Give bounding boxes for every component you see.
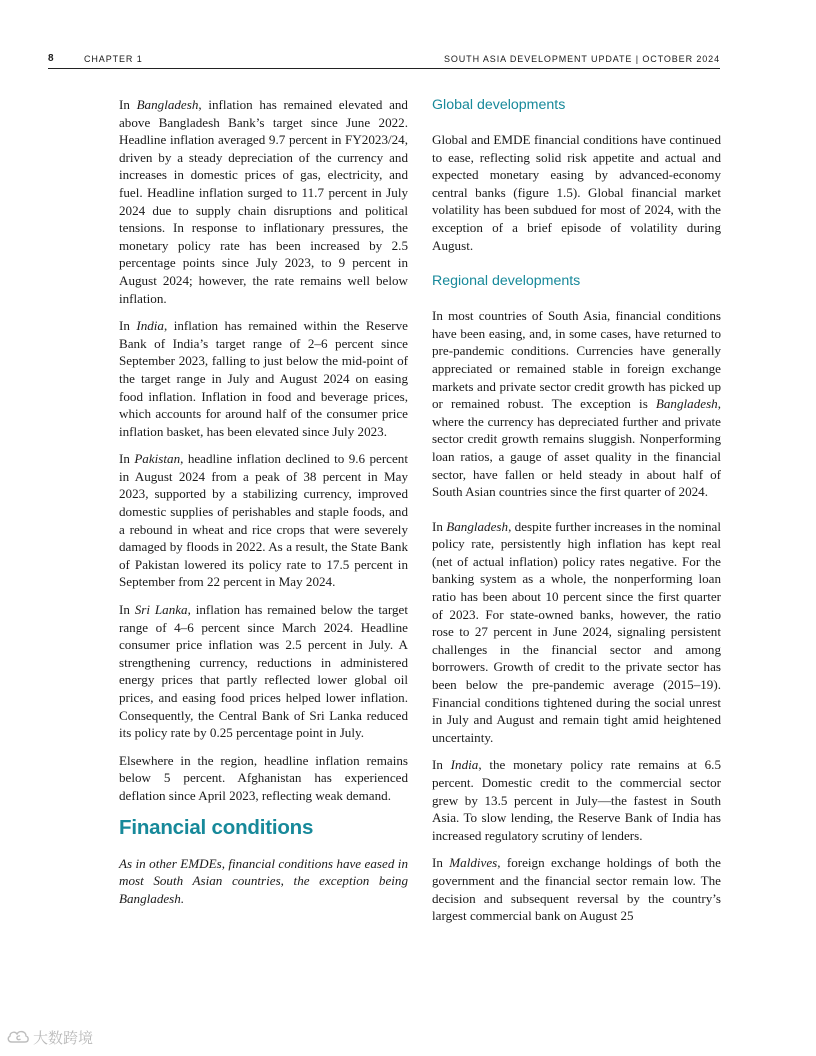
paragraph-maldives-financial: [432, 854, 721, 924]
left-column: [119, 96, 408, 917]
paragraph-text: , foreign exchange holdings of both the government and the financial sector remain low. The decision and subsequent reversal by the country’s largest commercial bank on August 25: [432, 855, 721, 924]
paragraph-text: , headline inflation declined to 9.6 percent in August 2024 from a peak of 38 percent in May 2023, supported by a stabilizing currency, improved domestic supplies of perishables and staple foods, and a rebound in wheat and rice crops that were severely damaged by floods in 2022. As a result, the State Bank of Pakistan lowered its policy rate to 17.5 percent in September from 22 percent in May 2024.: [119, 451, 408, 590]
paragraph-intro: In: [119, 318, 137, 334]
paragraph-sri-lanka-inflation: [119, 601, 408, 742]
paragraph-text: , the monetary policy rate remains at 6.5 percent. Domestic credit to the commercial sector grew by 13.5 percent in July—the fastest in South Asia. To slow lending, the Reserve Bank of India has increased regulatory scrutiny of lenders.: [432, 757, 721, 843]
paragraph-intro: In: [119, 602, 135, 618]
paragraph-text: In most countries of South Asia, financial conditions have been easing, and, in some cases, have returned to pre-pandemic conditions. Currencies have generally appreciated or remained stable in foreign exchange markets and private sector credit growth has picked up or remained robust. The exception is: [432, 308, 721, 412]
page-number: 8: [48, 53, 54, 64]
country-name: India: [136, 318, 164, 334]
paragraph-text: , despite further increases in the nominal policy rate, persistently high inflation has kept real (net of actual inflation) policy rates negative. For the banking system as a whole, the nonperforming loan ratio has been about 10 percent since the first quarter of 2023. For state-owned banks, however, the ratio rose to 27 percent in June 2024, signaling persistent challenges in the financial sector and among borrowers. Growth of credit to the private sector has been below the pre-pandemic average (2015–19). Financial conditions tightened during the social unrest in July and August and remain tight amid heightened uncertainty.: [432, 518, 722, 745]
page-header: [48, 52, 720, 69]
chapter-label: CHAPTER 1: [84, 54, 143, 64]
country-name: Bangladesh: [136, 97, 199, 112]
right-column: [432, 96, 721, 935]
paragraph-intro: In: [432, 518, 447, 534]
paragraph-text: , inflation has remained below the target range of 4–6 percent since March 2024. Headline consumer price inflation was 2.5 percent in July. A strengthening currency, reductions in administered energy prices that partly reflected lower global oil prices, and easing food prices helped lower inflation. Consequently, the Central Bank of Sri Lanka reduced its policy rate by 0.25 percentage point in July.: [119, 602, 408, 741]
subheading-global-developments: Global developments: [432, 97, 566, 113]
cloud-c-icon: [6, 1026, 30, 1048]
paragraph-bangladesh-inflation: [119, 96, 408, 307]
paragraph-text: , where the currency has depreciated further and private sector credit growth remains sluggish. Nonperforming loan ratios, a gauge of asset quality in the financial sector, have fallen or held steady in about half of South Asian countries since the first quarter of 2024.: [432, 396, 721, 500]
country-name: Bangladesh: [446, 518, 509, 534]
paragraph-bangladesh-financial: [432, 518, 721, 747]
paragraph-regional: [432, 307, 721, 501]
watermark: [6, 1026, 93, 1048]
country-name: India: [450, 757, 479, 773]
paragraph-intro: In: [432, 757, 451, 773]
running-title: SOUTH ASIA DEVELOPMENT UPDATE | OCTOBER 2024: [443, 54, 720, 64]
paragraph-india-inflation: [119, 317, 408, 440]
watermark-text: 大数跨境: [33, 1028, 94, 1047]
paragraph-pakistan-inflation: [119, 450, 408, 591]
country-name: Maldives: [449, 855, 498, 871]
paragraph-intro: In: [432, 855, 450, 871]
paragraph-global: Global and EMDE financial conditions have continued to ease, reflecting solid risk appetite and actual and expected monetary easing by advanced-economy central banks (figure 1.5). Global financial market volatility has been subdued for most of 2024, with the exception of a brief episode of volatility during August.: [432, 132, 721, 253]
section-title-financial-conditions: Financial conditions: [119, 815, 314, 839]
paragraph-india-financial: [432, 756, 721, 844]
section-lead: As in other EMDEs, financial conditions have eased in most South Asian countries, the exception being Bangladesh.: [119, 855, 408, 906]
paragraph-intro: In: [119, 451, 135, 467]
subheading-regional-developments: Regional developments: [432, 273, 581, 290]
country-name: Pakistan: [134, 451, 181, 467]
paragraph-text: , inflation has remained elevated and above Bangladesh Bank’s target since June 2022. Headline inflation averaged 9.7 percent in FY2023/24, driven by a steady depreciation of the currency and increases in domestic prices of gas, electricity, and fuel. Headline inflation surged to 11.7 percent in July 2024 due to supply chain disruptions and political tensions. In response to inflationary pressures, the monetary policy rate has been increased by 2.5 percentage points since July 2023, to 9 percent in August 2024; however, the rate remains well below inflation.: [119, 97, 408, 306]
paragraph-text: , inflation has remained within the Reserve Bank of India’s target range of 2–6 percent since September 2023, falling to just below the mid-point of the target range in July and August 2024 on easing food inflation. Inflation in food and beverage prices, which accounts for around half of the consumer price inflation basket, has been elevated since July 2023.: [119, 318, 408, 439]
country-name: Sri Lanka: [134, 602, 188, 618]
paragraph-elsewhere: Elsewhere in the region, headline inflation remains below 5 percent. Afghanistan has experienced deflation since April 2023, reflecting weak demand.: [119, 752, 408, 803]
paragraph-intro: In: [119, 97, 137, 112]
country-name: Bangladesh: [655, 396, 718, 412]
